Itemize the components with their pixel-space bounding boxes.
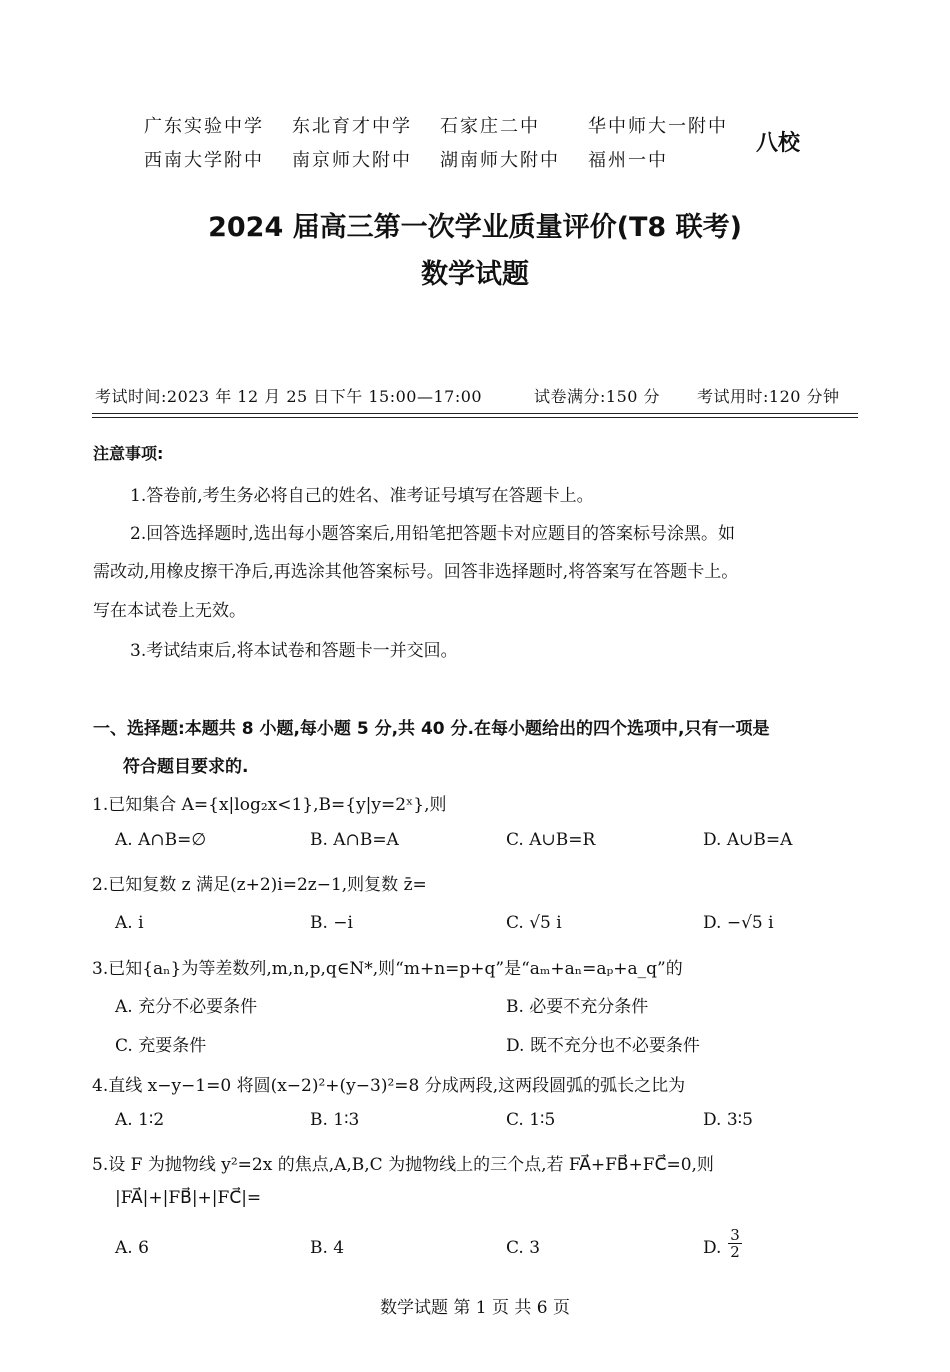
notice-heading: 注意事项: [93,444,164,463]
question-5-stem: 5.设 F 为抛物线 y²=2x 的焦点,A,B,C 为抛物线上的三个点,若 FA⃗+FB⃗+FC⃗=0,则 [92,1155,714,1175]
notice-item-2-end: 写在本试卷上无效。 [93,601,246,621]
question-1-option-c: C. A∪B=R [506,830,596,850]
divider-bottom [92,417,858,418]
school-1: 广东实验中学 [144,116,264,137]
question-5-option-c: C. 3 [506,1238,541,1258]
section-heading-cont: 符合题目要求的. [123,757,249,777]
notice-item-1: 1.答卷前,考生务必将自己的姓名、准考证号填写在答题卡上。 [130,486,594,506]
eight-schools-badge: 八校 [756,131,801,156]
question-3-option-c: C. 充要条件 [115,1036,207,1056]
school-6: 南京师大附中 [292,150,412,171]
school-5: 西南大学附中 [144,150,264,171]
school-7: 湖南师大附中 [440,150,560,171]
subject-title: 数学试题 [421,259,529,290]
fraction-numerator: 3 [730,1226,740,1244]
notice-item-2: 2.回答选择题时,选出每小题答案后,用铅笔把答题卡对应题目的答案标号涂黑。如 [130,524,736,544]
question-1-option-a: A. A∩B=∅ [115,830,207,850]
divider-top [92,413,858,414]
question-2-option-d: D. −√5 i [703,913,774,933]
question-2-option-b: B. −i [310,913,353,933]
exam-time: 考试时间:2023 年 12 月 25 日下午 15:00—17:00 [95,387,483,406]
question-4-option-b: B. 1∶3 [310,1110,360,1130]
question-5-option-a: A. 6 [115,1238,149,1258]
question-5-option-d-prefix: D. [703,1238,722,1258]
school-4: 华中师大一附中 [588,116,728,137]
fraction-denominator: 2 [728,1243,742,1260]
question-2-stem: 2.已知复数 z 满足(z+2)i=2z−1,则复数 z̄= [92,875,427,895]
question-2-option-a: A. i [115,913,144,933]
question-3-option-b: B. 必要不充分条件 [506,997,649,1017]
question-3-option-d: D. 既不充分也不必要条件 [506,1036,700,1056]
question-4-option-a: A. 1∶2 [115,1110,165,1130]
question-1-option-d: D. A∪B=A [703,830,793,850]
question-5-stem-cont: |FA⃗|+|FB⃗|+|FC⃗|= [115,1188,262,1208]
question-5-option-b: B. 4 [310,1238,345,1258]
notice-item-2-cont: 需改动,用橡皮擦干净后,再选涂其他答案标号。回答非选择题时,将答案写在答题卡上。 [93,562,739,582]
question-5-option-d-fraction [728,1227,742,1260]
school-3: 石家庄二中 [440,116,540,137]
school-2: 东北育才中学 [292,116,412,137]
full-score: 试卷满分:150 分 [534,387,661,406]
section-heading: 一、选择题:本题共 8 小题,每小题 5 分,共 40 分.在每小题给出的四个选项中,只有一项是 [93,719,770,739]
exam-duration: 考试用时:120 分钟 [697,387,840,406]
page-footer: 数学试题 第 1 页 共 6 页 [379,1298,571,1318]
school-8: 福州一中 [588,150,668,171]
question-4-stem: 4.直线 x−y−1=0 将圆(x−2)²+(y−3)²=8 分成两段,这两段圆弧的弧长之比为 [92,1076,686,1096]
question-1-stem: 1.已知集合 A={x|log₂x<1},B={y|y=2ˣ},则 [92,795,447,815]
question-2-option-c: C. √5 i [506,913,562,933]
question-3-option-a: A. 充分不必要条件 [115,997,258,1017]
exam-title: 2024 届高三第一次学业质量评价(T8 联考) [208,212,742,243]
question-3-stem: 3.已知{aₙ}为等差数列,m,n,p,q∈N*,则“m+n=p+q”是“aₘ+aₙ=aₚ+a_q”的 [92,959,683,979]
question-1-option-b: B. A∩B=A [310,830,399,850]
question-4-option-c: C. 1∶5 [506,1110,556,1130]
question-4-option-d: D. 3∶5 [703,1110,753,1130]
notice-item-3: 3.考试结束后,将本试卷和答题卡一并交回。 [130,641,458,661]
